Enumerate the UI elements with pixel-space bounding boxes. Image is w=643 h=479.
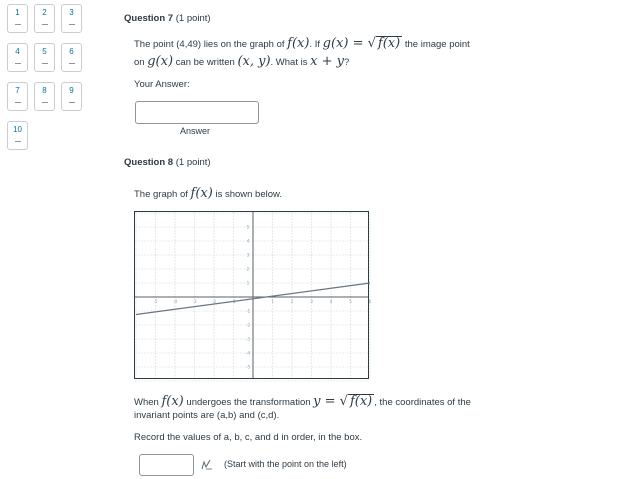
question-8-graph-intro: The graph of f(x) is shown below. (134, 186, 282, 201)
question-nav-8[interactable] (34, 82, 55, 111)
function-graph (134, 211, 372, 379)
y-tick-label: -1 (246, 308, 250, 314)
answer-caption: Answer (180, 126, 211, 136)
y-tick-label: 2 (246, 266, 250, 272)
x-tick-label: -5 (153, 299, 158, 304)
question-7-label: Question 7 (124, 13, 174, 24)
question-8-title (124, 157, 211, 168)
x-tick-label: 6 (368, 299, 372, 304)
y-tick-label: 5 (246, 224, 250, 230)
question-nav-9[interactable] (61, 82, 82, 111)
unanswered-dash-icon (42, 63, 48, 64)
question-nav-number: 8 (42, 86, 47, 95)
unanswered-dash-icon (15, 63, 21, 64)
y-tick-label: 4 (246, 238, 250, 244)
your-answer-label: Your Answer: (134, 79, 190, 90)
question-nav-number: 4 (15, 47, 20, 56)
x-tick-label: 2 (290, 299, 294, 304)
unanswered-dash-icon (15, 141, 21, 142)
question-7-text: The point (4,49) lies on the graph of f(x). If g(x) = √ f(x) the image point on g(x) can be written (x, y). What is x + y? (134, 36, 470, 69)
y-tick-label: -3 (246, 336, 250, 342)
y-tick-label: -5 (246, 364, 250, 370)
question-7-points: (1 point) (175, 13, 211, 24)
question-nav-3[interactable] (61, 4, 82, 33)
y-tick-label: 3 (246, 252, 250, 258)
question-7-title (124, 13, 211, 24)
question-nav-7[interactable] (7, 82, 28, 111)
record-instruction: Record the values of a, b, c, and d in order, in the box. (134, 432, 363, 443)
pencil-icon[interactable] (201, 459, 213, 473)
x-tick-label: -2 (212, 299, 216, 304)
question-nav-2[interactable] (34, 4, 55, 33)
unanswered-dash-icon (69, 63, 75, 64)
unanswered-dash-icon (42, 102, 48, 103)
unanswered-dash-icon (69, 24, 75, 25)
x-tick-label: 3 (310, 299, 313, 304)
question-nav-number: 7 (15, 86, 20, 95)
y-tick-label: -2 (246, 322, 250, 328)
question-nav-number: 6 (69, 47, 74, 56)
question-7-answer-input[interactable] (135, 101, 259, 124)
x-tick-label: -4 (173, 299, 177, 304)
x-tick-label: 5 (349, 299, 352, 304)
question-nav-number: 1 (15, 8, 20, 17)
y-tick-label: -4 (246, 350, 250, 356)
question-8-text: When f(x) undergoes the transformation y = √ f(x) , the coordinates of the invariant points are (a,b) and (c,d). (134, 394, 471, 421)
question-nav-6[interactable] (61, 43, 82, 72)
question-nav-number: 5 (42, 47, 47, 56)
question-nav-number: 3 (69, 8, 74, 17)
unanswered-dash-icon (15, 24, 21, 25)
question-nav-1[interactable] (7, 4, 28, 33)
question-nav-10[interactable] (7, 121, 28, 150)
y-tick-label: 1 (246, 280, 250, 286)
x-tick-label: -3 (192, 299, 197, 304)
unanswered-dash-icon (69, 102, 75, 103)
question-nav-4[interactable] (7, 43, 28, 72)
graph-svg (135, 212, 372, 378)
question-8-answer-input[interactable] (139, 454, 194, 476)
question-8-points: (1 point) (175, 157, 211, 168)
x-tick-label: -1 (231, 299, 236, 304)
question-nav-5[interactable] (34, 43, 55, 72)
x-tick-label: 4 (329, 299, 333, 304)
question-nav-number: 10 (13, 125, 22, 134)
question-nav-number: 2 (42, 8, 47, 17)
question-nav-number: 9 (69, 86, 74, 95)
question-8-label: Question 8 (124, 157, 174, 168)
unanswered-dash-icon (42, 24, 48, 25)
hint-text: (Start with the point on the left) (224, 459, 347, 469)
unanswered-dash-icon (15, 102, 21, 103)
x-tick-label: 1 (271, 299, 274, 304)
